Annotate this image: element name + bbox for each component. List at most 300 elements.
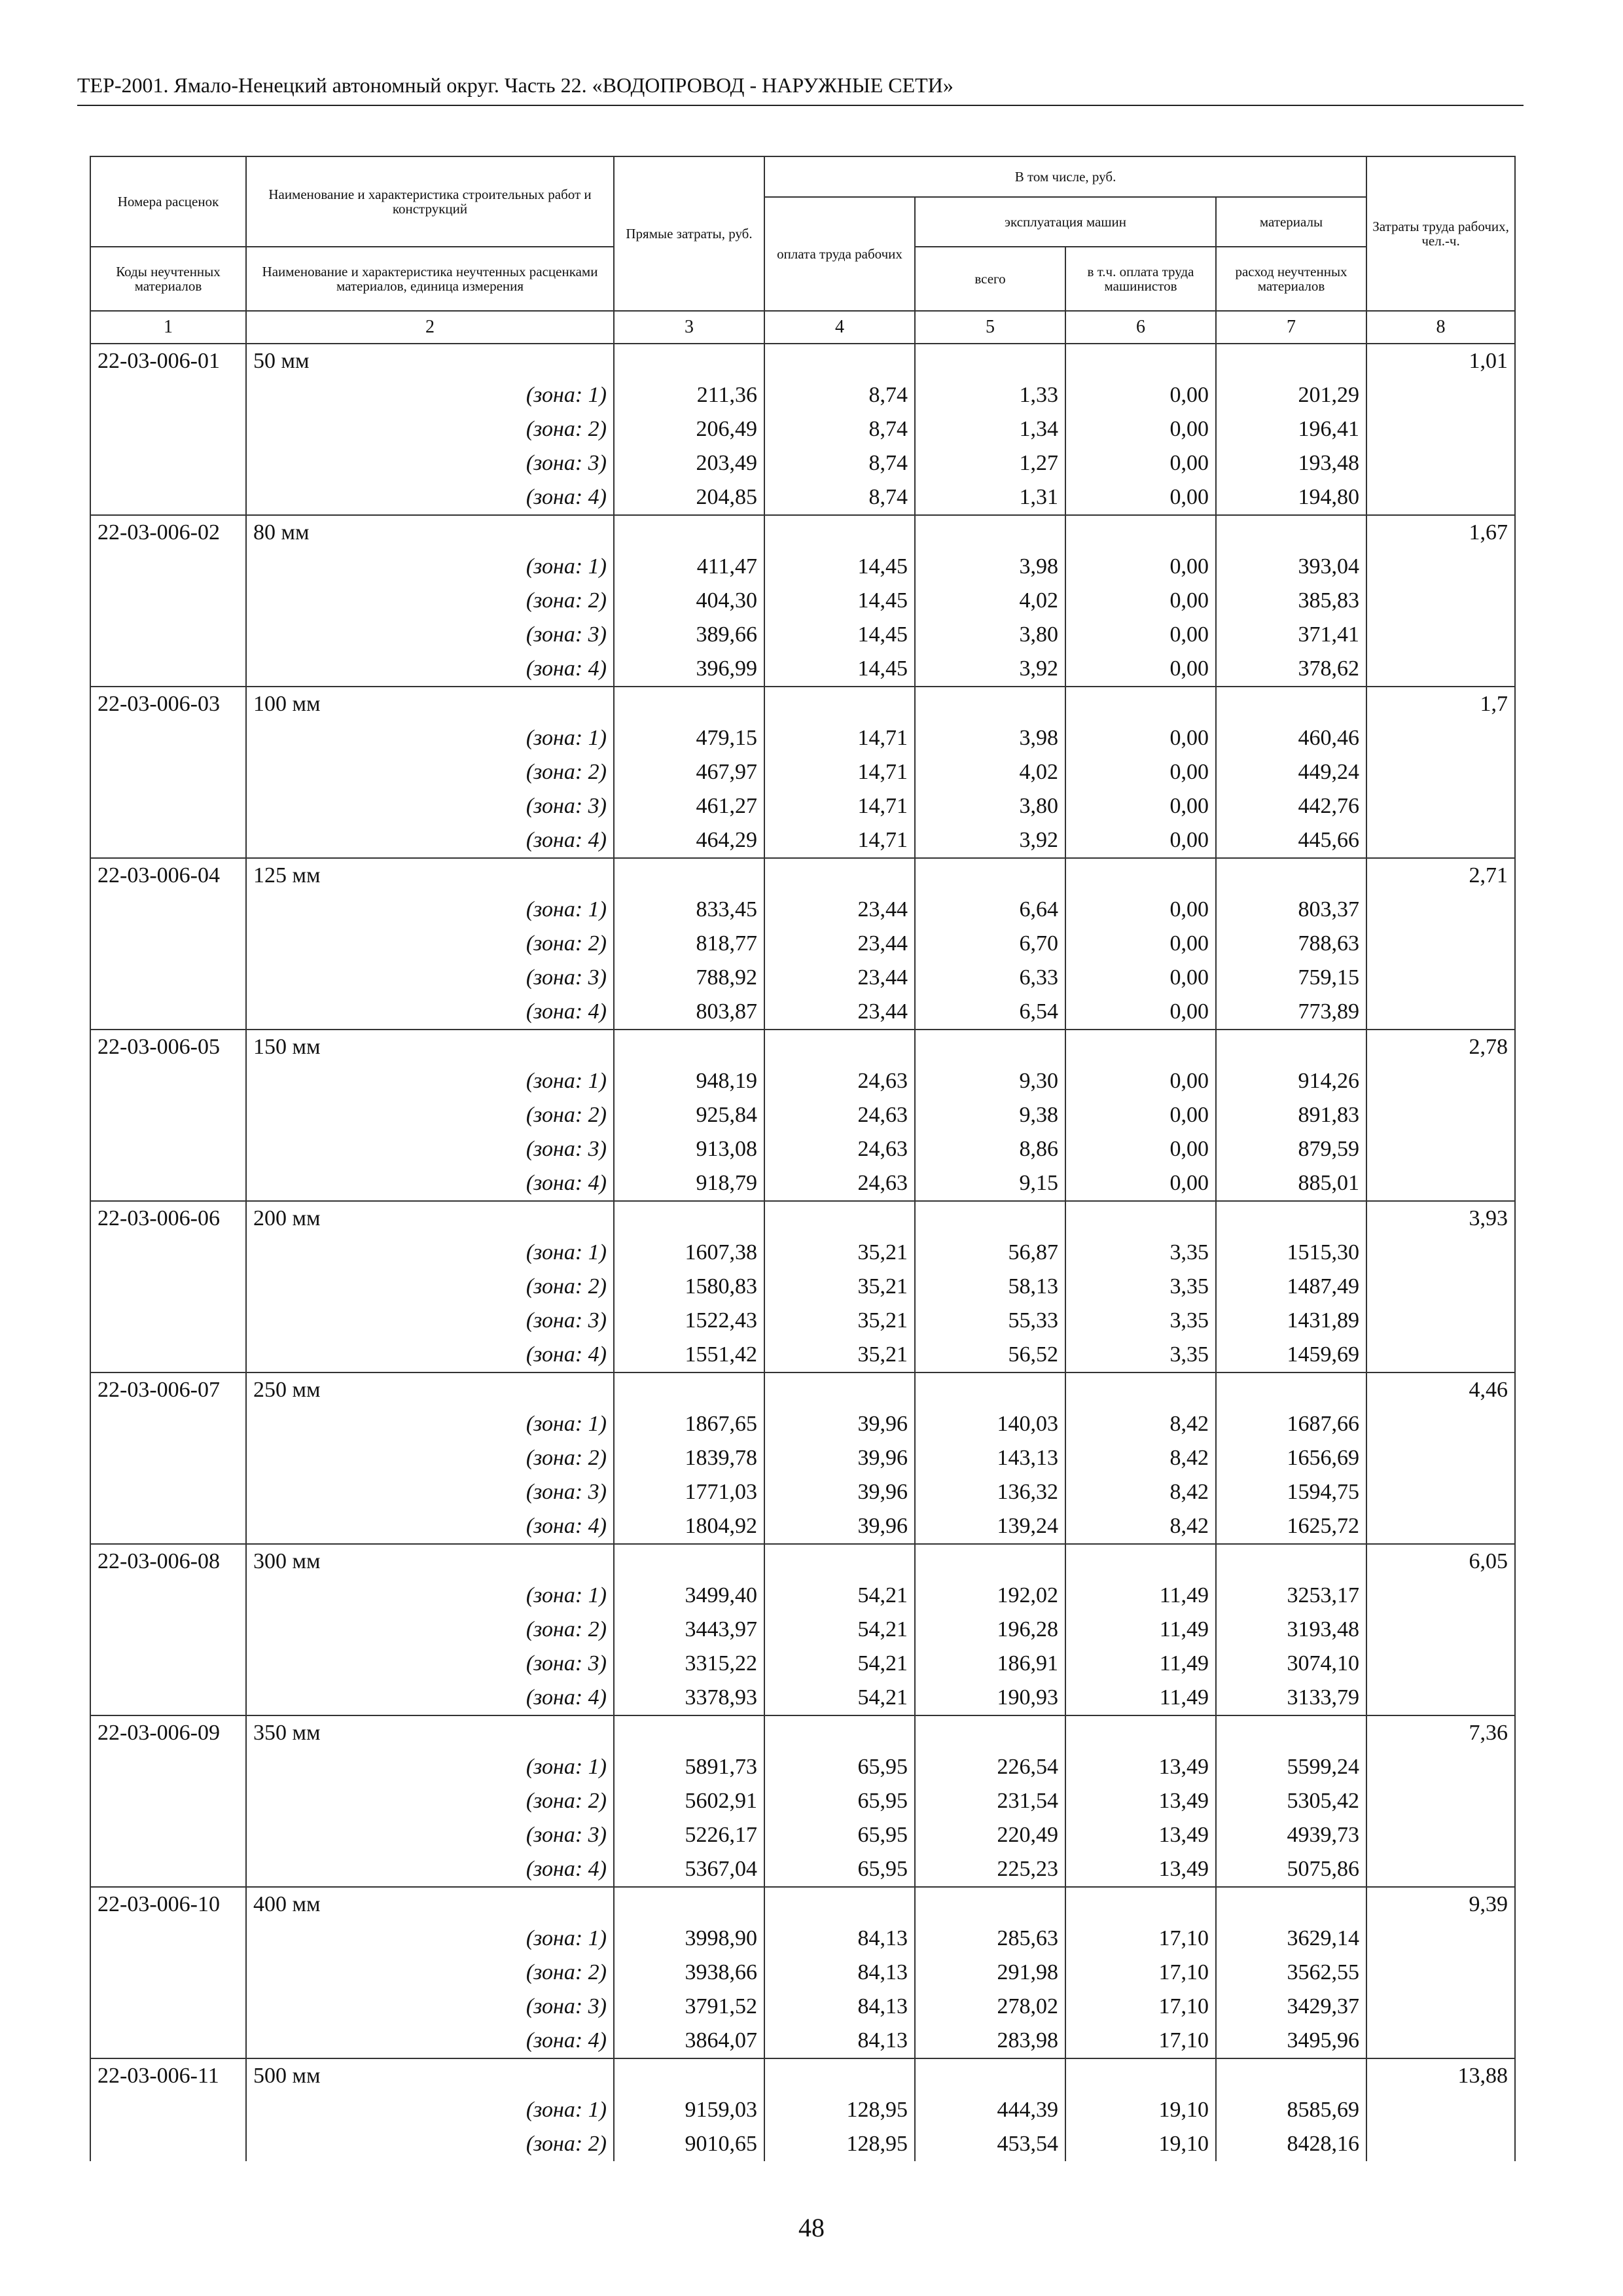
zone-label: (зона: 3) [246, 1475, 614, 1509]
table-row [90, 927, 1515, 961]
table-row [90, 1304, 1515, 1338]
empty-cell [1366, 995, 1515, 1030]
empty-cell [764, 1372, 915, 1407]
empty-cell [90, 721, 246, 755]
empty-cell [915, 858, 1065, 893]
direct-costs: 411,47 [614, 550, 764, 584]
empty-cell [1216, 858, 1366, 893]
table-row [90, 2093, 1515, 2127]
empty-cell [90, 1475, 246, 1509]
direct-costs: 467,97 [614, 755, 764, 789]
table-row [90, 378, 1515, 412]
zone-label: (зона: 3) [246, 789, 614, 823]
header-unaccounted-names: Наименование и характеристика неучтенных расценками материалов, единица измерения [246, 247, 614, 311]
direct-costs: 211,36 [614, 378, 764, 412]
direct-costs: 3998,90 [614, 1922, 764, 1956]
machinist-pay: 11,49 [1065, 1681, 1216, 1715]
empty-cell [1065, 344, 1216, 378]
machinist-pay: 0,00 [1065, 1132, 1216, 1166]
materials: 385,83 [1216, 584, 1366, 618]
machine-total: 3,98 [915, 550, 1065, 584]
column-number: 8 [1366, 311, 1515, 344]
machine-total: 192,02 [915, 1579, 1065, 1613]
table-row [90, 2127, 1515, 2161]
empty-cell [1366, 1784, 1515, 1818]
machinist-pay: 0,00 [1065, 927, 1216, 961]
rate-name: 350 мм [246, 1715, 614, 1750]
worker-pay: 14,71 [764, 721, 915, 755]
machine-total: 3,98 [915, 721, 1065, 755]
empty-cell [1216, 687, 1366, 721]
header-rate-number: Номера расценок [90, 156, 246, 247]
empty-cell [1065, 1030, 1216, 1064]
materials: 3074,10 [1216, 1647, 1366, 1681]
empty-cell [90, 1236, 246, 1270]
machine-total: 139,24 [915, 1509, 1065, 1544]
direct-costs: 404,30 [614, 584, 764, 618]
machine-total: 136,32 [915, 1475, 1065, 1509]
machinist-pay: 0,00 [1065, 1064, 1216, 1098]
worker-pay: 8,74 [764, 446, 915, 480]
empty-cell [764, 344, 915, 378]
empty-cell [90, 2024, 246, 2058]
table-row [90, 823, 1515, 858]
header-machine-total: всего [915, 247, 1065, 311]
rate-name: 50 мм [246, 344, 614, 378]
materials: 3133,79 [1216, 1681, 1366, 1715]
table-row [90, 618, 1515, 652]
empty-cell [90, 652, 246, 687]
empty-cell [1366, 550, 1515, 584]
machine-total: 9,30 [915, 1064, 1065, 1098]
worker-pay: 65,95 [764, 1852, 915, 1887]
empty-cell [614, 1887, 764, 1922]
zone-label: (зона: 2) [246, 927, 614, 961]
table-row [90, 1236, 1515, 1270]
direct-costs: 3499,40 [614, 1579, 764, 1613]
table-body [90, 344, 1515, 2161]
machine-total: 220,49 [915, 1818, 1065, 1852]
table-row [90, 1818, 1515, 1852]
empty-cell [764, 515, 915, 550]
table-row [90, 1784, 1515, 1818]
zone-label: (зона: 1) [246, 550, 614, 584]
table-row [90, 1098, 1515, 1132]
zone-label: (зона: 1) [246, 1922, 614, 1956]
header-materials: материалы [1216, 197, 1366, 247]
table-row [90, 1132, 1515, 1166]
direct-costs: 9010,65 [614, 2127, 764, 2161]
table-header [90, 156, 1515, 344]
materials: 8428,16 [1216, 2127, 1366, 2161]
direct-costs: 5367,04 [614, 1852, 764, 1887]
machine-total: 1,31 [915, 480, 1065, 515]
worker-pay: 128,95 [764, 2127, 915, 2161]
materials: 5305,42 [1216, 1784, 1366, 1818]
machinist-pay: 13,49 [1065, 1784, 1216, 1818]
machine-total: 1,34 [915, 412, 1065, 446]
zone-label: (зона: 2) [246, 1613, 614, 1647]
rate-code: 22-03-006-09 [90, 1715, 246, 1750]
machine-total: 56,87 [915, 1236, 1065, 1270]
header-unaccounted-codes: Коды неучтенных материалов [90, 247, 246, 311]
worker-pay: 84,13 [764, 1990, 915, 2024]
machine-total: 453,54 [915, 2127, 1065, 2161]
materials: 445,66 [1216, 823, 1366, 858]
empty-cell [1216, 2058, 1366, 2093]
table-row [90, 1715, 1515, 1750]
empty-cell [90, 1270, 246, 1304]
labor-costs: 2,78 [1366, 1030, 1515, 1064]
rate-code: 22-03-006-05 [90, 1030, 246, 1064]
machine-total: 3,92 [915, 652, 1065, 687]
direct-costs: 9159,03 [614, 2093, 764, 2127]
machinist-pay: 0,00 [1065, 789, 1216, 823]
empty-cell [90, 1990, 246, 2024]
direct-costs: 1607,38 [614, 1236, 764, 1270]
direct-costs: 3443,97 [614, 1613, 764, 1647]
worker-pay: 8,74 [764, 480, 915, 515]
empty-cell [1366, 2024, 1515, 2058]
empty-cell [1065, 1715, 1216, 1750]
column-number-row [90, 311, 1515, 344]
rate-name: 400 мм [246, 1887, 614, 1922]
empty-cell [90, 446, 246, 480]
materials: 196,41 [1216, 412, 1366, 446]
empty-cell [90, 412, 246, 446]
machinist-pay: 0,00 [1065, 961, 1216, 995]
direct-costs: 1580,83 [614, 1270, 764, 1304]
machinist-pay: 19,10 [1065, 2093, 1216, 2127]
table-row [90, 995, 1515, 1030]
empty-cell [764, 2058, 915, 2093]
empty-cell [1366, 1270, 1515, 1304]
materials: 5599,24 [1216, 1750, 1366, 1784]
machinist-pay: 3,35 [1065, 1270, 1216, 1304]
rate-code: 22-03-006-10 [90, 1887, 246, 1922]
worker-pay: 84,13 [764, 1956, 915, 1990]
direct-costs: 1551,42 [614, 1338, 764, 1372]
worker-pay: 84,13 [764, 2024, 915, 2058]
worker-pay: 84,13 [764, 1922, 915, 1956]
header-machinist-pay: в т.ч. оплата труда машинистов [1065, 247, 1216, 311]
zone-label: (зона: 4) [246, 480, 614, 515]
machine-total: 278,02 [915, 1990, 1065, 2024]
empty-cell [1216, 515, 1366, 550]
machinist-pay: 0,00 [1065, 584, 1216, 618]
empty-cell [90, 378, 246, 412]
machine-total: 8,86 [915, 1132, 1065, 1166]
direct-costs: 206,49 [614, 412, 764, 446]
machine-total: 9,15 [915, 1166, 1065, 1201]
zone-label: (зона: 4) [246, 652, 614, 687]
machine-total: 9,38 [915, 1098, 1065, 1132]
direct-costs: 5602,91 [614, 1784, 764, 1818]
empty-cell [915, 515, 1065, 550]
empty-cell [90, 995, 246, 1030]
labor-costs: 3,93 [1366, 1201, 1515, 1236]
empty-cell [1065, 1544, 1216, 1579]
direct-costs: 913,08 [614, 1132, 764, 1166]
empty-cell [1366, 2127, 1515, 2161]
machinist-pay: 0,00 [1065, 823, 1216, 858]
table-row [90, 1338, 1515, 1372]
zone-label: (зона: 4) [246, 1509, 614, 1544]
rate-name: 300 мм [246, 1544, 614, 1579]
zone-label: (зона: 4) [246, 995, 614, 1030]
header-labor-costs: Затраты труда рабочих, чел.-ч. [1366, 156, 1515, 311]
materials: 773,89 [1216, 995, 1366, 1030]
empty-cell [90, 584, 246, 618]
worker-pay: 14,45 [764, 618, 915, 652]
empty-cell [1065, 1887, 1216, 1922]
zone-label: (зона: 2) [246, 1441, 614, 1475]
materials: 803,37 [1216, 893, 1366, 927]
header-machine-operation: эксплуатация машин [915, 197, 1216, 247]
worker-pay: 39,96 [764, 1509, 915, 1544]
materials: 449,24 [1216, 755, 1366, 789]
machine-total: 283,98 [915, 2024, 1065, 2058]
labor-costs: 1,7 [1366, 687, 1515, 721]
empty-cell [90, 2127, 246, 2161]
table-row [90, 1166, 1515, 1201]
machinist-pay: 0,00 [1065, 652, 1216, 687]
empty-cell [90, 1922, 246, 1956]
header-direct-costs: Прямые затраты, руб. [614, 156, 764, 311]
machine-total: 196,28 [915, 1613, 1065, 1647]
direct-costs: 3791,52 [614, 1990, 764, 2024]
empty-cell [90, 1750, 246, 1784]
materials: 788,63 [1216, 927, 1366, 961]
labor-costs: 13,88 [1366, 2058, 1515, 2093]
rate-name: 125 мм [246, 858, 614, 893]
machinist-pay: 13,49 [1065, 1818, 1216, 1852]
empty-cell [1065, 2058, 1216, 2093]
direct-costs: 479,15 [614, 721, 764, 755]
table-row [90, 1852, 1515, 1887]
column-number: 5 [915, 311, 1065, 344]
machinist-pay: 13,49 [1065, 1852, 1216, 1887]
column-number: 4 [764, 311, 915, 344]
materials: 885,01 [1216, 1166, 1366, 1201]
empty-cell [90, 893, 246, 927]
empty-cell [90, 1647, 246, 1681]
machinist-pay: 0,00 [1065, 480, 1216, 515]
materials: 1625,72 [1216, 1509, 1366, 1544]
direct-costs: 3864,07 [614, 2024, 764, 2058]
zone-label: (зона: 1) [246, 893, 614, 927]
machinist-pay: 0,00 [1065, 412, 1216, 446]
materials: 393,04 [1216, 550, 1366, 584]
worker-pay: 39,96 [764, 1407, 915, 1441]
empty-cell [764, 858, 915, 893]
empty-cell [915, 2058, 1065, 2093]
zone-label: (зона: 3) [246, 1647, 614, 1681]
machinist-pay: 3,35 [1065, 1236, 1216, 1270]
table-row [90, 412, 1515, 446]
worker-pay: 24,63 [764, 1064, 915, 1098]
zone-label: (зона: 1) [246, 1064, 614, 1098]
machinist-pay: 0,00 [1065, 446, 1216, 480]
worker-pay: 24,63 [764, 1132, 915, 1166]
empty-cell [1366, 652, 1515, 687]
materials: 3193,48 [1216, 1613, 1366, 1647]
empty-cell [764, 1544, 915, 1579]
empty-cell [1366, 412, 1515, 446]
direct-costs: 925,84 [614, 1098, 764, 1132]
zone-label: (зона: 1) [246, 721, 614, 755]
empty-cell [90, 1681, 246, 1715]
empty-cell [1366, 721, 1515, 755]
machinist-pay: 3,35 [1065, 1338, 1216, 1372]
machine-total: 4,02 [915, 755, 1065, 789]
empty-cell [1366, 1647, 1515, 1681]
empty-cell [614, 687, 764, 721]
machinist-pay: 11,49 [1065, 1647, 1216, 1681]
empty-cell [90, 1338, 246, 1372]
table-row [90, 1509, 1515, 1544]
machine-total: 6,64 [915, 893, 1065, 927]
table-row [90, 1956, 1515, 1990]
table-row [90, 1647, 1515, 1681]
zone-label: (зона: 1) [246, 1750, 614, 1784]
direct-costs: 396,99 [614, 652, 764, 687]
worker-pay: 128,95 [764, 2093, 915, 2127]
zone-label: (зона: 2) [246, 1098, 614, 1132]
empty-cell [915, 1201, 1065, 1236]
table-row [90, 1544, 1515, 1579]
rate-code: 22-03-006-11 [90, 2058, 246, 2093]
rate-name: 200 мм [246, 1201, 614, 1236]
empty-cell [1216, 1715, 1366, 1750]
machinist-pay: 17,10 [1065, 1990, 1216, 2024]
column-number: 1 [90, 311, 246, 344]
materials: 1656,69 [1216, 1441, 1366, 1475]
labor-costs: 7,36 [1366, 1715, 1515, 1750]
table-row [90, 446, 1515, 480]
worker-pay: 14,71 [764, 789, 915, 823]
worker-pay: 39,96 [764, 1475, 915, 1509]
empty-cell [764, 687, 915, 721]
empty-cell [1065, 858, 1216, 893]
labor-costs: 4,46 [1366, 1372, 1515, 1407]
worker-pay: 54,21 [764, 1681, 915, 1715]
empty-cell [764, 1715, 915, 1750]
zone-label: (зона: 1) [246, 1579, 614, 1613]
empty-cell [90, 1441, 246, 1475]
rate-code: 22-03-006-03 [90, 687, 246, 721]
rate-name: 100 мм [246, 687, 614, 721]
empty-cell [1366, 480, 1515, 515]
direct-costs: 5891,73 [614, 1750, 764, 1784]
labor-costs: 1,67 [1366, 515, 1515, 550]
materials: 759,15 [1216, 961, 1366, 995]
materials: 194,80 [1216, 480, 1366, 515]
empty-cell [90, 550, 246, 584]
table-row [90, 515, 1515, 550]
worker-pay: 23,44 [764, 927, 915, 961]
table-row [90, 893, 1515, 927]
worker-pay: 35,21 [764, 1270, 915, 1304]
empty-cell [1366, 1132, 1515, 1166]
machinist-pay: 0,00 [1065, 378, 1216, 412]
materials: 460,46 [1216, 721, 1366, 755]
zone-label: (зона: 4) [246, 1852, 614, 1887]
empty-cell [915, 344, 1065, 378]
machine-total: 1,27 [915, 446, 1065, 480]
header-work-name: Наименование и характеристика строительных работ и конструкций [246, 156, 614, 247]
materials: 1459,69 [1216, 1338, 1366, 1372]
machine-total: 1,33 [915, 378, 1065, 412]
empty-cell [1366, 927, 1515, 961]
empty-cell [915, 1544, 1065, 1579]
empty-cell [614, 344, 764, 378]
worker-pay: 14,45 [764, 550, 915, 584]
machinist-pay: 13,49 [1065, 1750, 1216, 1784]
machinist-pay: 3,35 [1065, 1304, 1216, 1338]
column-number: 7 [1216, 311, 1366, 344]
machine-total: 6,70 [915, 927, 1065, 961]
rate-name: 80 мм [246, 515, 614, 550]
machine-total: 143,13 [915, 1441, 1065, 1475]
empty-cell [1366, 2093, 1515, 2127]
empty-cell [90, 1784, 246, 1818]
empty-cell [1366, 1852, 1515, 1887]
zone-label: (зона: 2) [246, 584, 614, 618]
materials: 5075,86 [1216, 1852, 1366, 1887]
table-row [90, 1201, 1515, 1236]
machine-total: 55,33 [915, 1304, 1065, 1338]
table-row [90, 584, 1515, 618]
machinist-pay: 17,10 [1065, 1956, 1216, 1990]
empty-cell [90, 961, 246, 995]
empty-cell [90, 789, 246, 823]
table-row [90, 1613, 1515, 1647]
direct-costs: 3938,66 [614, 1956, 764, 1990]
worker-pay: 39,96 [764, 1441, 915, 1475]
worker-pay: 23,44 [764, 995, 915, 1030]
worker-pay: 14,71 [764, 755, 915, 789]
empty-cell [1366, 1818, 1515, 1852]
empty-cell [1366, 378, 1515, 412]
zone-label: (зона: 3) [246, 446, 614, 480]
empty-cell [1366, 618, 1515, 652]
worker-pay: 65,95 [764, 1818, 915, 1852]
materials: 891,83 [1216, 1098, 1366, 1132]
worker-pay: 35,21 [764, 1304, 915, 1338]
machine-total: 58,13 [915, 1270, 1065, 1304]
empty-cell [90, 1064, 246, 1098]
machinist-pay: 0,00 [1065, 893, 1216, 927]
machine-total: 190,93 [915, 1681, 1065, 1715]
direct-costs: 818,77 [614, 927, 764, 961]
worker-pay: 65,95 [764, 1750, 915, 1784]
table-row [90, 1750, 1515, 1784]
empty-cell [1216, 1201, 1366, 1236]
direct-costs: 833,45 [614, 893, 764, 927]
empty-cell [614, 1030, 764, 1064]
table-row [90, 344, 1515, 378]
zone-label: (зона: 1) [246, 1236, 614, 1270]
direct-costs: 1839,78 [614, 1441, 764, 1475]
table-row [90, 721, 1515, 755]
table-row [90, 1681, 1515, 1715]
zone-label: (зона: 2) [246, 412, 614, 446]
rate-code: 22-03-006-08 [90, 1544, 246, 1579]
empty-cell [1216, 344, 1366, 378]
machinist-pay: 0,00 [1065, 755, 1216, 789]
empty-cell [614, 2058, 764, 2093]
